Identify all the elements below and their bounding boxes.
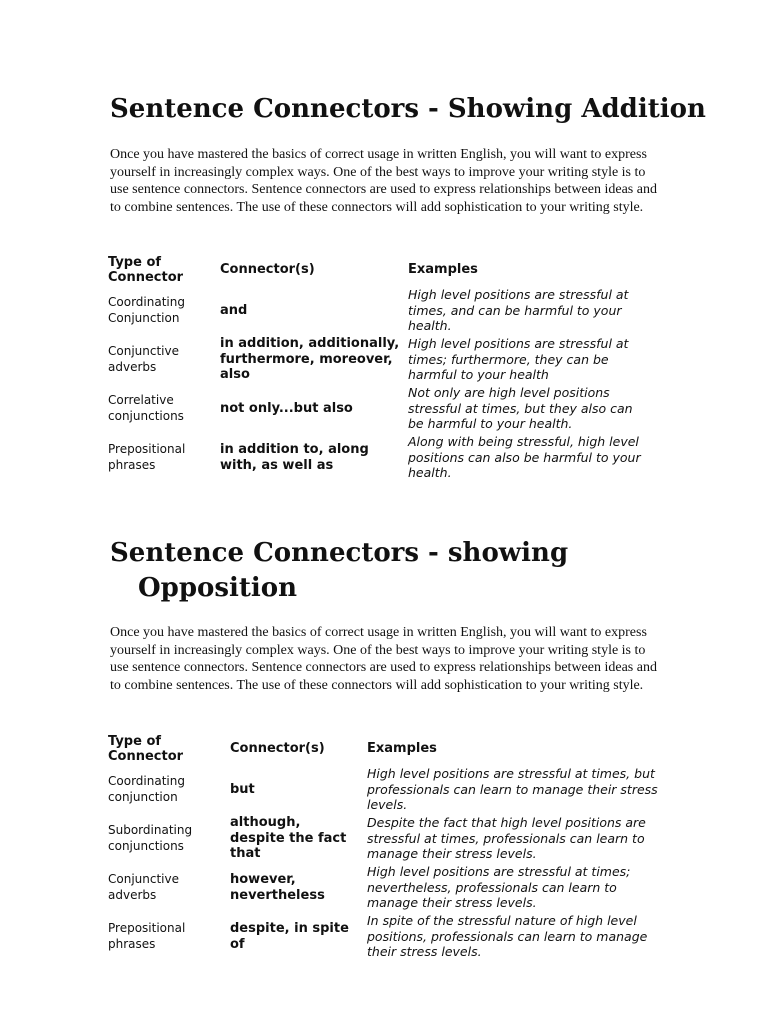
header-examples: Examples	[367, 741, 437, 757]
addition-connectors-table	[104, 254, 654, 482]
example-cell: High level positions are stressful at times, and can be harmful to your health.	[408, 287, 629, 334]
header-examples: Examples	[408, 262, 478, 278]
connector-words-cell: despite, in spite of	[230, 921, 349, 952]
connector-type-cell: Conjunctive adverbs	[108, 872, 179, 902]
connector-type-cell: Coordinating conjunction	[108, 774, 185, 804]
connector-type-cell: Prepositional phrases	[108, 921, 186, 951]
table-row	[104, 765, 663, 814]
header-type-of-connector: Type of Connector	[108, 733, 184, 764]
table-row	[104, 384, 654, 433]
table-row	[104, 433, 654, 482]
opposition-section-title	[110, 536, 590, 606]
connector-type-cell: Conjunctive adverbs	[108, 344, 179, 374]
opposition-intro-paragraph: Once you have mastered the basics of correct usage in written English, you will want to express yourself in increasingly complex ways. One of the best ways to improve your writing style is to use sentence connectors. Sentence connectors are used to express relationships between ideas and to combine sentences. The use of these connectors will add sophistication to your writing style.	[110, 625, 657, 693]
table-header-row	[104, 254, 654, 286]
connector-words-cell: but	[230, 781, 255, 797]
example-cell: High level positions are stressful at times; nevertheless, professionals can learn to manage their stress levels.	[367, 864, 631, 911]
connector-type-cell: Prepositional phrases	[108, 442, 186, 472]
example-cell: In spite of the stressful nature of high level positions, professionals can learn to manage their stress levels.	[367, 913, 648, 960]
connector-type-cell: Subordinating conjunctions	[108, 823, 193, 853]
connector-words-cell: not only...but also	[220, 400, 353, 416]
table-row	[104, 286, 654, 335]
connector-words-cell: and	[220, 302, 248, 318]
example-cell: High level positions are stressful at times; furthermore, they can be harmful to your health	[408, 336, 629, 383]
connector-type-cell: Correlative conjunctions	[108, 393, 184, 423]
opposition-title-line2: Opposition	[138, 573, 297, 603]
example-cell: High level positions are stressful at times, but professionals can learn to manage their stress levels.	[367, 766, 658, 813]
opposition-connectors-table	[104, 733, 663, 961]
header-connectors: Connector(s)	[230, 741, 325, 757]
header-type-of-connector: Type of Connector	[108, 254, 184, 285]
connector-words-cell: however, nevertheless	[230, 872, 325, 903]
header-connectors: Connector(s)	[220, 262, 315, 278]
connector-words-cell: although, despite the fact that	[230, 815, 347, 862]
table-row	[104, 912, 663, 961]
table-row	[104, 814, 663, 863]
example-cell: Along with being stressful, high level positions can also be harmful to your health.	[408, 434, 641, 481]
example-cell: Not only are high level positions stressful at times, but they also can be harmful to your health.	[408, 385, 633, 432]
addition-intro-paragraph: Once you have mastered the basics of correct usage in written English, you will want to express yourself in increasingly complex ways. One of the best ways to improve your writing style is to use sentence connectors. Sentence connectors are used to express relationships between ideas and to combine sentences. The use of these connectors will add sophistication to your writing style.	[110, 147, 657, 215]
table-row	[104, 335, 654, 384]
connector-words-cell: in addition, additionally, furthermore, moreover, also	[220, 336, 400, 383]
table-row	[104, 863, 663, 912]
table-header-row	[104, 733, 663, 765]
example-cell: Despite the fact that high level positions are stressful at times, professionals can learn to manage their stress levels.	[367, 815, 646, 862]
opposition-title-line1: Sentence Connectors - showing	[110, 538, 569, 568]
connector-type-cell: Coordinating Conjunction	[108, 295, 185, 325]
connector-words-cell: in addition to, along with, as well as	[220, 442, 369, 473]
addition-section-title: Sentence Connectors - Showing Addition	[110, 94, 706, 124]
